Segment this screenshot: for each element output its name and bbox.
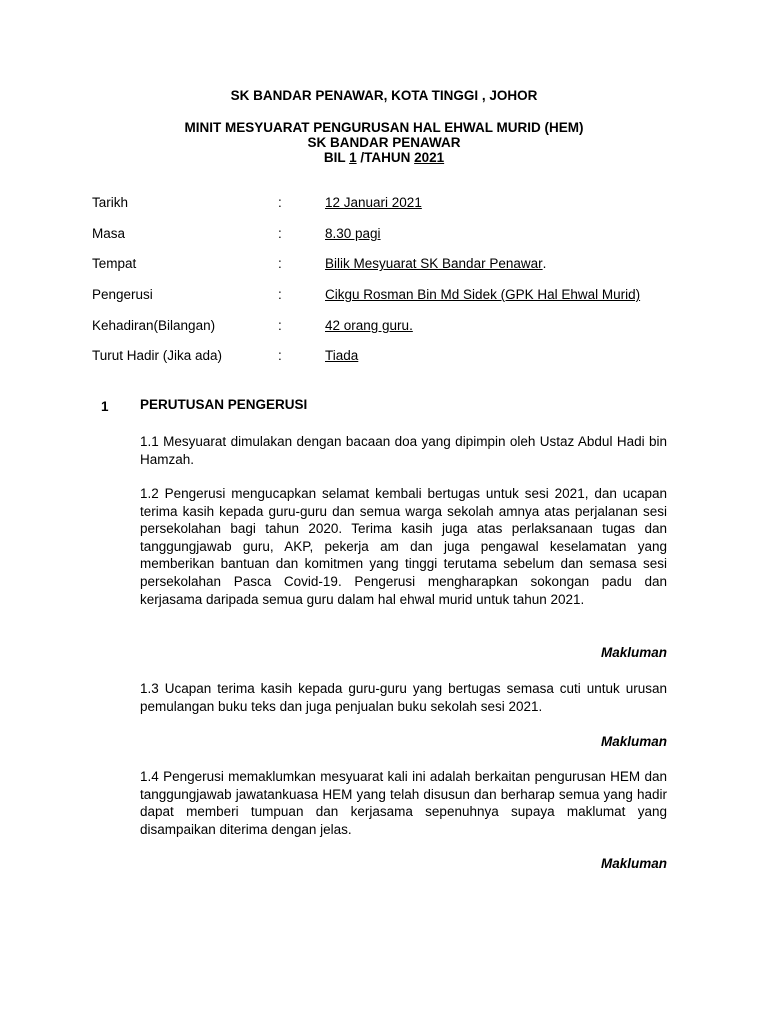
paragraph-1-1: 1.1 Mesyuarat dimulakan dengan bacaan doa yang dipimpin oleh Ustaz Abdul Hadi bin Hamzah. <box>140 434 667 467</box>
meta-label: Tempat <box>92 256 137 271</box>
meta-value: 42 orang guru. <box>325 318 413 333</box>
minutes-number-line <box>0 150 768 166</box>
minutes-title: MINIT MESYUARAT PENGURUSAN HAL EHWAL MURID (HEM) <box>184 120 584 135</box>
meta-value: 8.30 pagi <box>325 226 381 241</box>
paragraph-1-4: 1.4 Pengerusi memaklumkan mesyuarat kali ini adalah berkaitan pengurusan HEM dan tanggungjawab jawatankuasa HEM yang telah disusun dan berharap semua yang hadir dapat memberi tumpuan dan kerjasama sepenuhnya supaya maklumat yang disampaikan diterima dengan jelas. <box>140 769 667 837</box>
meta-value: Cikgu Rosman Bin Md Sidek (GPK Hal Ehwal Murid) <box>325 287 641 302</box>
meta-row-masa <box>0 225 768 243</box>
makluman-note: Makluman <box>600 734 667 749</box>
meta-row-tarikh <box>0 194 768 212</box>
school-heading: SK BANDAR PENAWAR, KOTA TINGGI , JOHOR <box>230 88 538 103</box>
meta-colon: : <box>278 318 282 333</box>
bil-number: 1 <box>349 150 357 165</box>
makluman-note: Makluman <box>600 645 667 660</box>
meta-row-pengerusi <box>0 286 768 304</box>
meta-row-tempat <box>0 255 768 273</box>
meta-colon: : <box>278 348 282 363</box>
meta-colon: : <box>278 195 282 210</box>
paragraph-1-3: 1.3 Ucapan terima kasih kepada guru-guru yang bertugas semasa cuti untuk urusan pemulangan buku teks dan juga penjualan buku sekolah sesi 2021. <box>140 681 667 714</box>
meta-value: Tiada <box>325 348 359 363</box>
meta-colon: : <box>278 226 282 241</box>
meta-label: Kehadiran(Bilangan) <box>92 318 216 333</box>
meta-suffix: . <box>542 256 547 271</box>
meta-label: Masa <box>92 226 126 241</box>
meta-label: Pengerusi <box>92 287 153 302</box>
bil-year: 2021 <box>414 150 445 165</box>
bil-prefix: BIL <box>323 150 350 165</box>
minutes-subtitle: SK BANDAR PENAWAR <box>307 135 461 150</box>
section-number: 1 <box>101 399 109 414</box>
section-title: PERUTUSAN PENGERUSI <box>140 397 308 412</box>
paragraph-1-2: 1.2 Pengerusi mengucapkan selamat kembali bertugas untuk sesi 2021, dan ucapan terima kasih kepada guru-guru dan semua warga sekolah amnya atas perjalanan sesi persekolahan bagi tahun 2020. Terima kasih juga atas perlaksanaan tugas dan tanggungjawab guru, AKP, pekerja am dan juga pengawal keselamatan yang memberikan bantuan dan komitmen yang tinggi terutama sebelum dan semasa sesi persekolahan Pasca Covid-19. Pengerusi mengharapkan sokongan padu dan kerjasama daripada semua guru dalam hal ehwal murid untuk tahun 2021. <box>140 486 667 607</box>
meta-row-kehadiran <box>0 317 768 335</box>
meta-colon: : <box>278 256 282 271</box>
meta-label: Turut Hadir (Jika ada) <box>92 348 223 363</box>
meta-row-turut-hadir <box>0 347 768 365</box>
makluman-note: Makluman <box>600 856 667 871</box>
meta-label: Tarikh <box>92 195 129 210</box>
meta-value: 12 Januari 2021 <box>325 195 422 210</box>
meta-colon: : <box>278 287 282 302</box>
meta-value: Bilik Mesyuarat SK Bandar Penawar. <box>325 256 547 271</box>
bil-middle: /TAHUN <box>356 150 415 165</box>
